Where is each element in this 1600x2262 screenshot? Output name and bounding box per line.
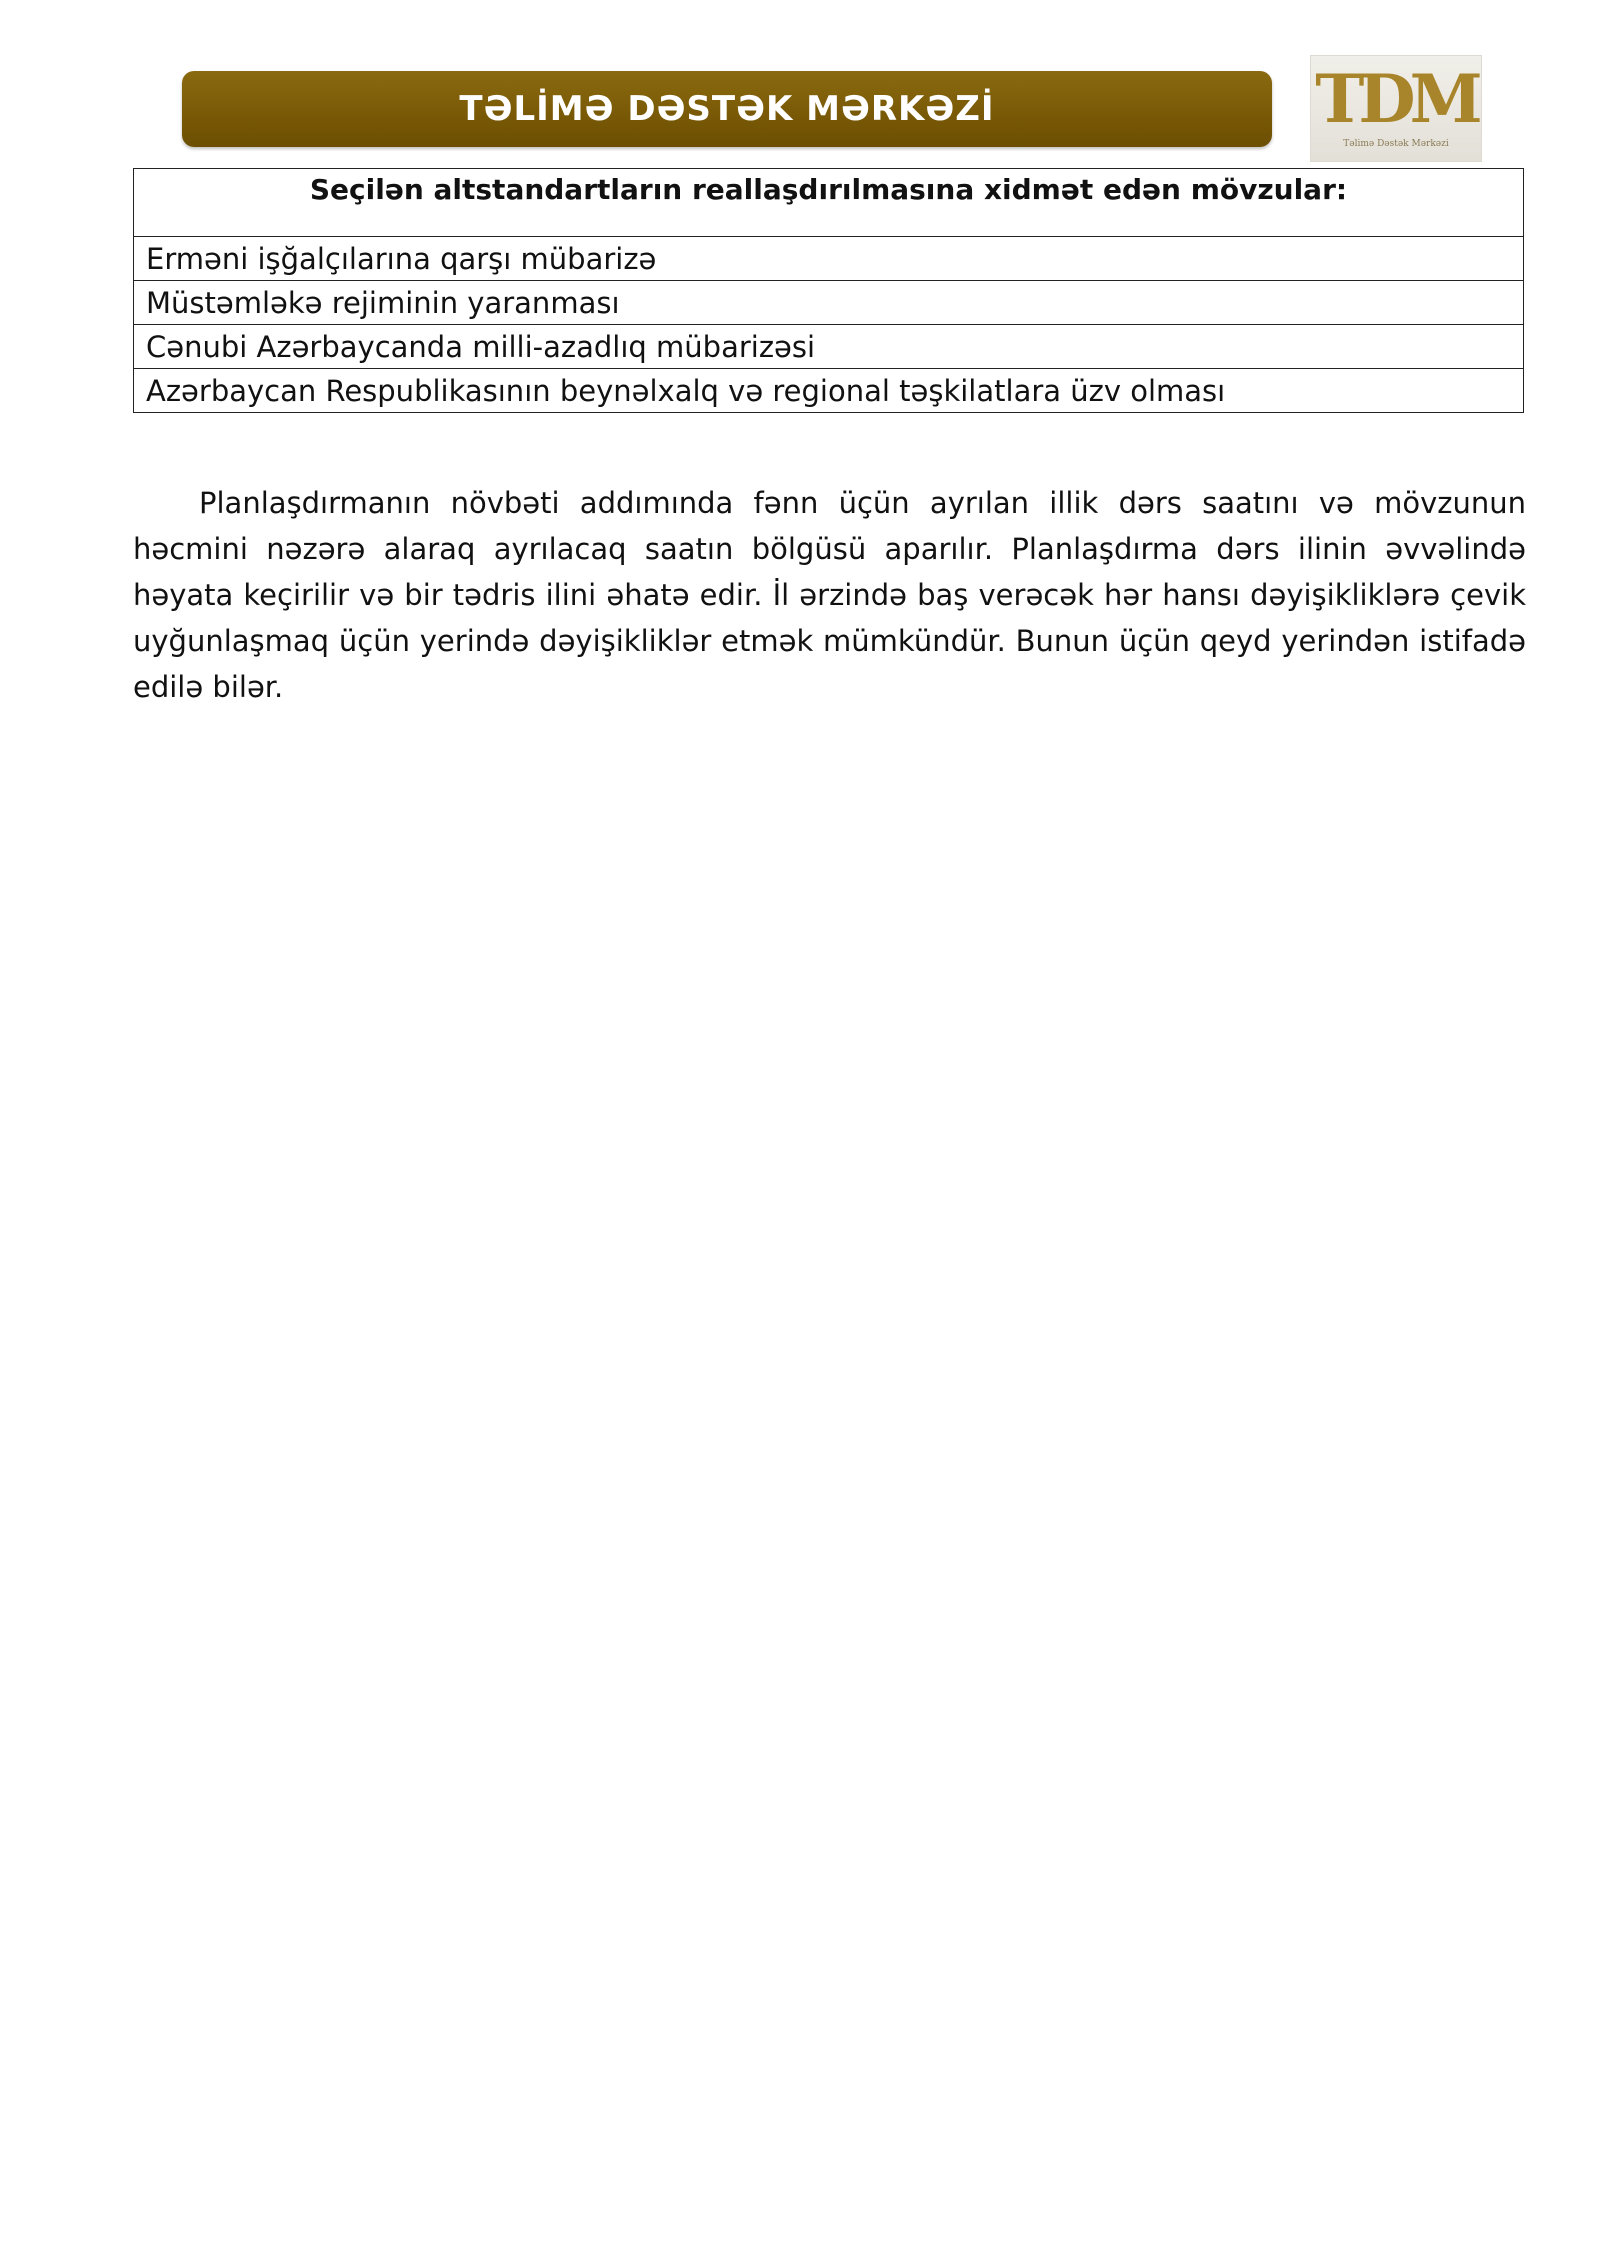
table-row [134,369,1524,413]
body-paragraph: Planlaşdırmanın növbəti addımında fənn üçün ayrılan illik dərs saatını və mövzunun həcmini nəzərə alaraq ayrılacaq saatın bölgüsü aparılır. Planlaşdırma dərs ilinin əvvəlində həyata keçirilir və bir tədris ilini əhatə edir. İl ərzində baş verəcək hər hansı dəyişikliklərə çevik uyğunlaşmaq üçün yerində dəyişikliklər etmək mümkündür. Bunun üçün qeyd yerindən istifadə edilə bilər. [133,486,1526,704]
tdm-logo-icon [1311,56,1481,161]
header-banner [182,71,1272,147]
logo-letters: TDM [1315,60,1477,138]
tdm-logo [1310,55,1482,162]
topic-cell: Erməni işğalçılarına qarşı mübarizə [134,237,1524,281]
table-row [134,281,1524,325]
table-row [134,325,1524,369]
table-row [134,237,1524,281]
logo-caption: Təlimə Dəstək Mərkəzi [1343,139,1449,149]
table-heading: Seçilən altstandartların reallaşdırılmasına xidmət edən mövzular: [134,169,1524,237]
topic-cell: Azərbaycan Respublikasının beynəlxalq və regional təşkilatlara üzv olması [134,369,1524,413]
topic-cell: Müstəmləkə rejiminin yaranması [134,281,1524,325]
topic-cell: Cənubi Azərbaycanda milli-azadlıq mübarizəsi [134,325,1524,369]
header-title: TƏLİMƏ DƏSTƏK MƏRKƏZİ [459,89,995,129]
topics-table [133,168,1524,413]
table-header-row [134,169,1524,237]
